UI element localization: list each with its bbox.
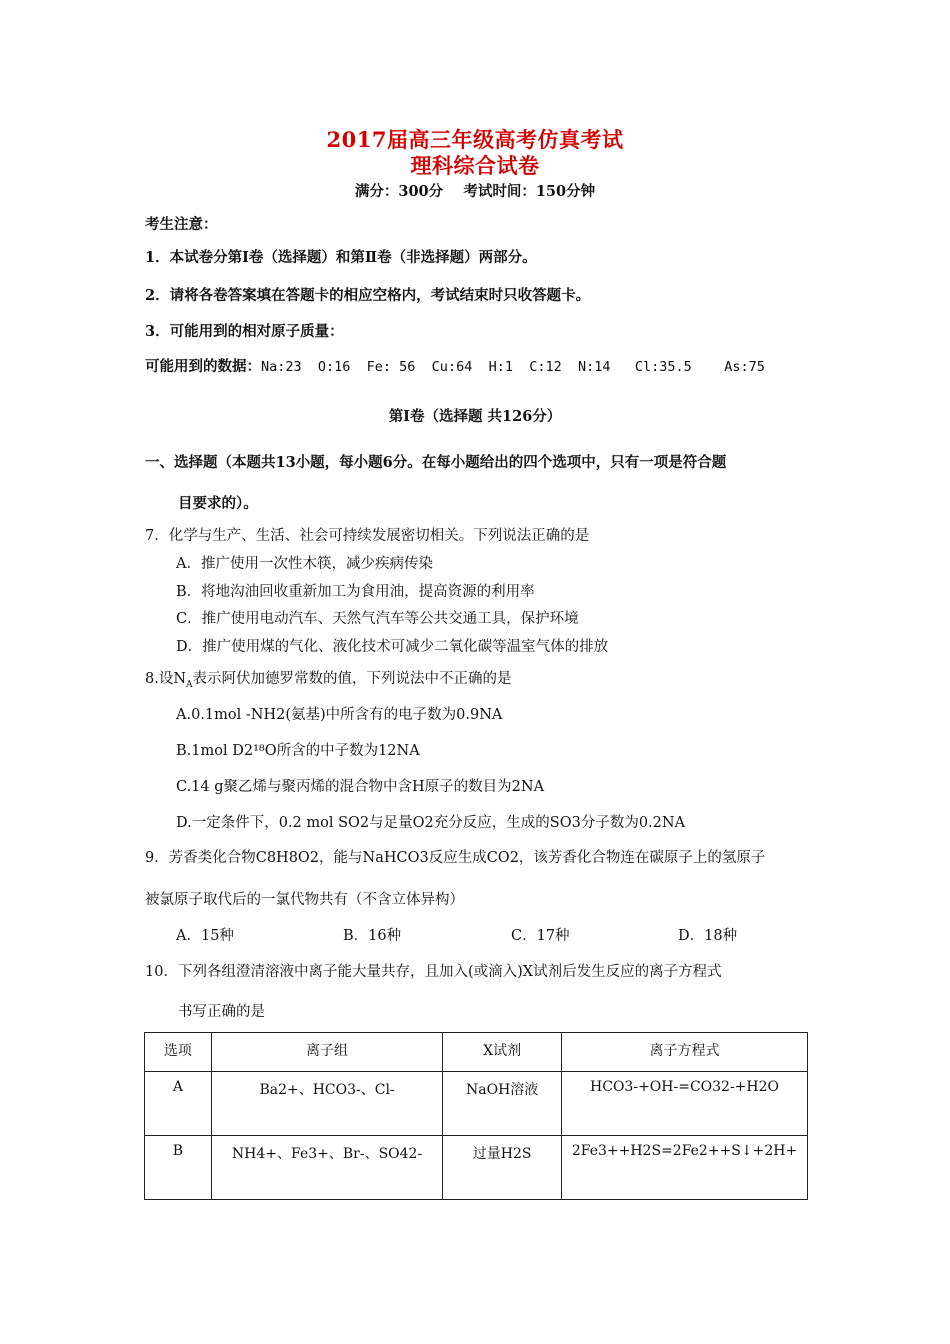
table-cell: A bbox=[145, 1072, 212, 1136]
q8-stem-subscript: A bbox=[186, 679, 193, 690]
table-header-row bbox=[145, 1033, 808, 1072]
q9-option-b: B．16种 bbox=[343, 928, 402, 944]
q7-option-a: A．推广使用一次性木筷，减少疾病传染 bbox=[176, 556, 433, 572]
section-title: 第Ⅰ卷（选择题 共126分） bbox=[388, 408, 562, 425]
table-cell: NH4+、Fe3+、Br-、SO42- bbox=[211, 1136, 442, 1200]
q8-stem-end: 表示阿伏加德罗常数的值，下列说法中不正确的是 bbox=[192, 671, 512, 687]
table-cell: 过量H2S bbox=[443, 1136, 562, 1200]
q8-stem-start: 8.设N bbox=[145, 671, 187, 687]
notice-data-values: Na:23 O:16 Fe: 56 Cu:64 H:1 C:12 N:14 Cl:35.5 As:75 bbox=[261, 359, 765, 375]
notice-item-3: 3．可能用到的相对原子质量： bbox=[145, 323, 344, 340]
notice-heading: 考生注意： bbox=[145, 216, 218, 233]
q9-option-a: A．15种 bbox=[176, 928, 234, 944]
notice-item-1: 1．本试卷分第Ⅰ卷（选择题）和第Ⅱ卷（非选择题）两部分。 bbox=[145, 249, 537, 266]
section-instruction-2: 目要求的）。 bbox=[178, 495, 258, 512]
notice-item-2: 2．请将各卷答案填在答题卡的相应空格内，考试结束时只收答题卡。 bbox=[145, 287, 591, 304]
q7-option-c: C．推广使用电动汽车、天然气汽车等公共交通工具，保护环境 bbox=[176, 611, 579, 627]
q7-option-d: D．推广使用煤的气化、液化技术可减少二氧化碳等温室气体的排放 bbox=[176, 639, 609, 655]
exam-title: 2017届高三年级高考仿真考试 bbox=[326, 127, 624, 152]
q7-stem: 7．化学与生产、生活、社会可持续发展密切相关。下列说法正确的是 bbox=[145, 528, 590, 544]
table-cell: 2Fe3++H2S=2Fe2++S↓+2H+ bbox=[562, 1136, 808, 1200]
exam-info: 满分：300分 考试时间：150分钟 bbox=[354, 183, 596, 200]
q10-stem-2: 书写正确的是 bbox=[178, 1004, 265, 1020]
table-cell: NaOH溶液 bbox=[443, 1072, 562, 1136]
q8-option-a: A.0.1mol -NH2(氨基)中所含有的电子数为0.9NA bbox=[176, 707, 503, 723]
q8-option-c: C.14 g聚乙烯与聚丙烯的混合物中含H原子的数目为2NA bbox=[176, 779, 545, 795]
q9-stem-2: 被氯原子取代后的一氯代物共有（不含立体异构） bbox=[145, 892, 464, 908]
q7-option-b: B．将地沟油回收重新加工为食用油，提高资源的利用率 bbox=[176, 584, 535, 600]
table-row bbox=[145, 1136, 808, 1200]
table-cell: HCO3-+OH-=CO32-+H2O bbox=[562, 1072, 808, 1136]
ion-table bbox=[144, 1032, 808, 1200]
table-header-cell: 离子方程式 bbox=[562, 1033, 808, 1072]
q10-stem-1: 10．下列各组澄清溶液中离子能大量共存，且加入(或滴入)X试剂后发生反应的离子方程式 bbox=[145, 964, 722, 980]
table-header-cell: 离子组 bbox=[211, 1033, 442, 1072]
table-cell: B bbox=[145, 1136, 212, 1200]
notice-data bbox=[145, 355, 765, 376]
q8-option-b: B.1mol D2¹⁸O所含的中子数为12NA bbox=[176, 743, 420, 759]
q8-option-d: D.一定条件下，0.2 mol SO2与足量O2充分反应，生成的SO3分子数为0.2NA bbox=[176, 815, 686, 831]
section-instruction-1: 一、选择题（本题共13小题，每小题6分。在每小题给出的四个选项中，只有一项是符合题 bbox=[145, 454, 727, 471]
table-row bbox=[145, 1072, 808, 1136]
exam-subtitle: 理科综合试卷 bbox=[410, 153, 540, 178]
table-cell: Ba2+、HCO3-、Cl- bbox=[211, 1072, 442, 1136]
q9-option-d: D．18种 bbox=[678, 928, 738, 944]
table-header-cell: X试剂 bbox=[443, 1033, 562, 1072]
table-header-cell: 选项 bbox=[145, 1033, 212, 1072]
q9-option-c: C．17种 bbox=[511, 928, 570, 944]
notice-data-label: 可能用到的数据： bbox=[145, 358, 261, 375]
q9-stem-1: 9．芳香类化合物C8H8O2，能与NaHCO3反应生成CO2，该芳香化合物连在碳原子上的氢原子 bbox=[145, 850, 766, 866]
q8-stem bbox=[145, 667, 512, 690]
